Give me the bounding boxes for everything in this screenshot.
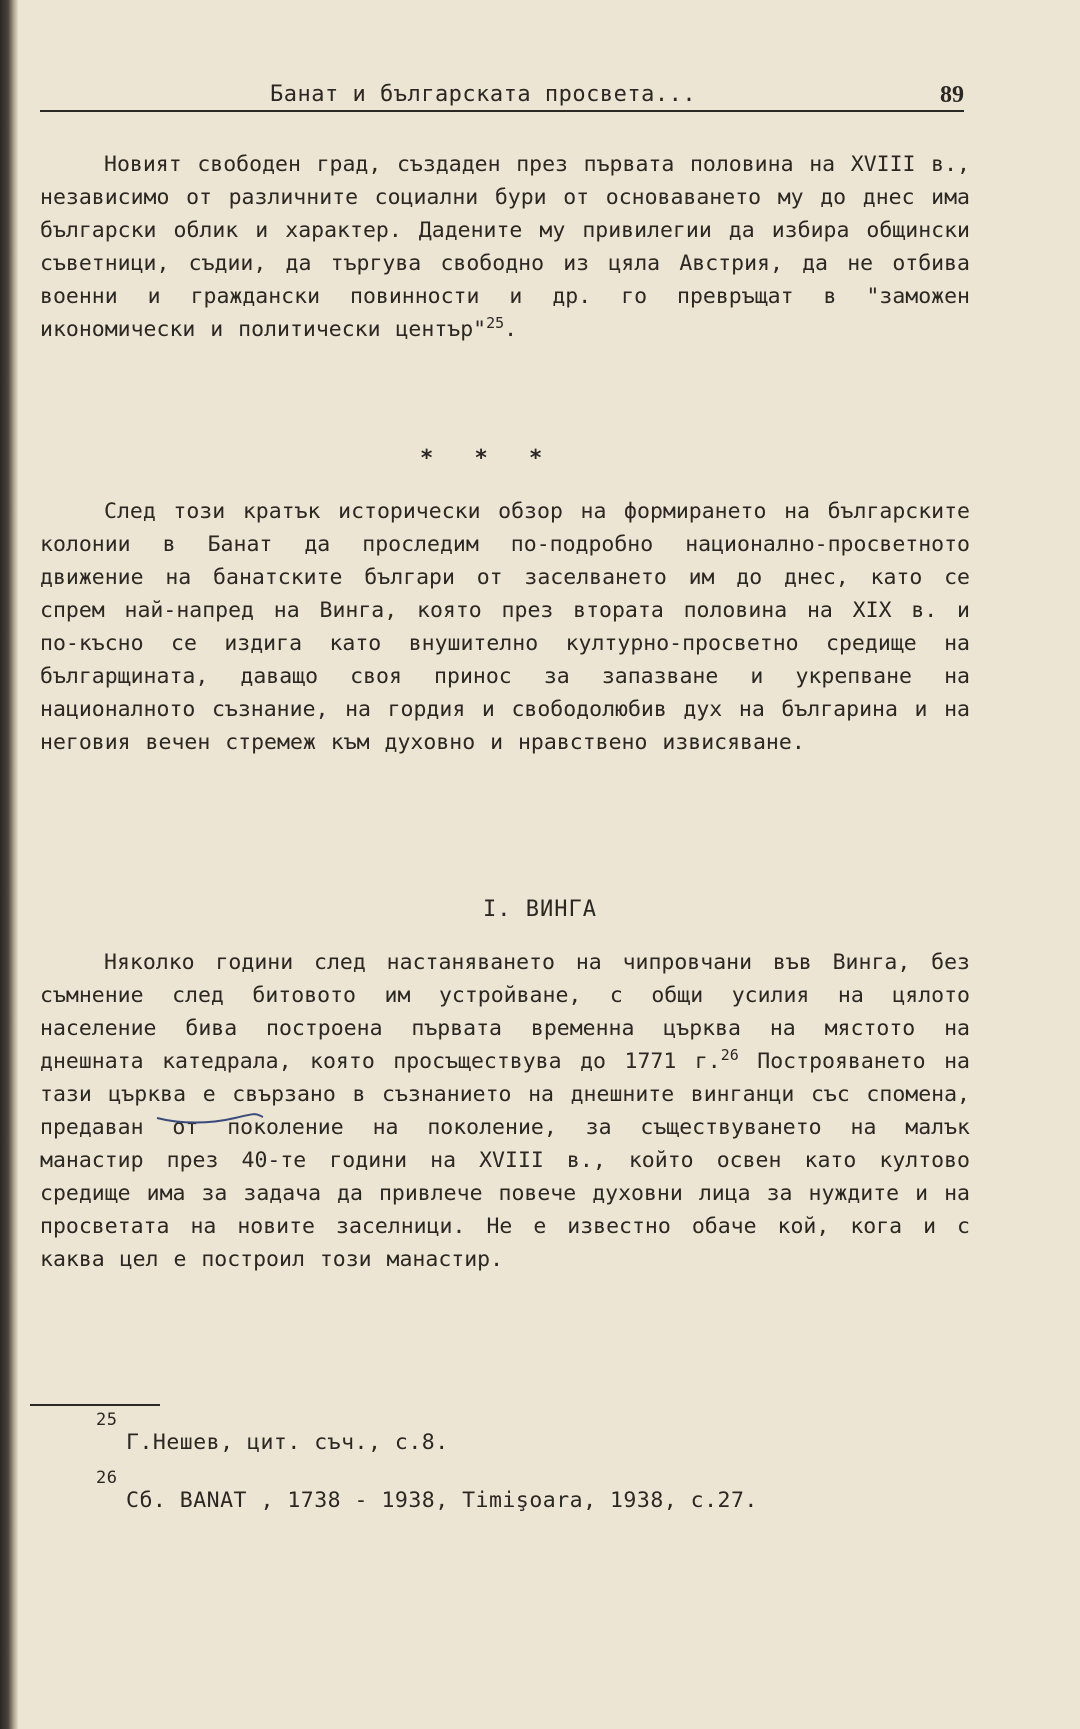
footnote-text: Сб. BANAT , 1738 - 1938, Timişoara, 1938, с.27. <box>126 1488 758 1513</box>
book-spine-shadow <box>0 0 18 1729</box>
paragraph-3-text: Няколко години след настаняването на чипровчани във Винга, без съмнение след битовото им устройване, с общи усилия на цялото население бива построена първата временна църква на мястото на днешната катедрала, която просъществува до 1771 г. <box>40 950 970 1074</box>
page-number: 89 <box>940 82 964 108</box>
paragraph-1-text: Новият свободен град, създаден през първата половина на XVIII в., независимо от различните социални бури от основаването му до днес има български облик и характер. Дадените му привилегии да избира общински съветници, съдии, да търгува свободно из цяла Австрия, да не отбива военни и граждански повинности и др. го превръщат в "заможен икономически и политически център" <box>40 152 970 342</box>
paragraph-1 <box>40 148 970 346</box>
section-heading: I. ВИНГА <box>483 897 597 922</box>
footnote-ref-26[interactable]: 26 <box>720 1045 739 1064</box>
footnote-rule <box>30 1404 160 1406</box>
running-title: Банат и българската просвета... <box>270 82 697 107</box>
section-separator-asterisks: * * * <box>420 446 543 471</box>
page-header <box>40 78 964 112</box>
handwritten-underline-mark <box>155 1112 265 1126</box>
footnote-text: Г.Нешев, цит. съч., с.8. <box>126 1430 449 1455</box>
footnote-ref-25[interactable]: 25 <box>486 313 505 332</box>
paragraph-2: След този кратък исторически обзор на формирането на българските колонии в Банат да проследим по-подробно национално-просветното движение на банатските българи от заселването им до днес, като се спрем най-напред на Винга, която през втората половина на XIX в. и по-късно се издига като внушително културно-просветно средище на българщината, даващо своя принос за запазване и укрепване на националното съзнание, на гордия и свободолюбив дух на българина и на неговия вечен стремеж към духовно и нравствено извисяване. <box>40 499 970 755</box>
footnote-number: 25 <box>96 1410 118 1430</box>
paragraph-3-end: Построяването на тази църква е свързано в съзнанието на днешните винганци със спомена, предаван от поколение на поколение, за съществуването на малък манастир през 40-те години на XVIII в., който освен като култово средище има за задача да привлече повече духовни лица за нуждите и на просветата на новите заселници. Не е известно обаче кой, кога и с каква цел е построил този манастир. <box>40 1049 970 1272</box>
header-rule <box>40 110 964 112</box>
footnote-number: 26 <box>96 1468 118 1488</box>
paragraph-3 <box>40 946 970 1276</box>
paragraph-1-end: . <box>504 317 518 342</box>
